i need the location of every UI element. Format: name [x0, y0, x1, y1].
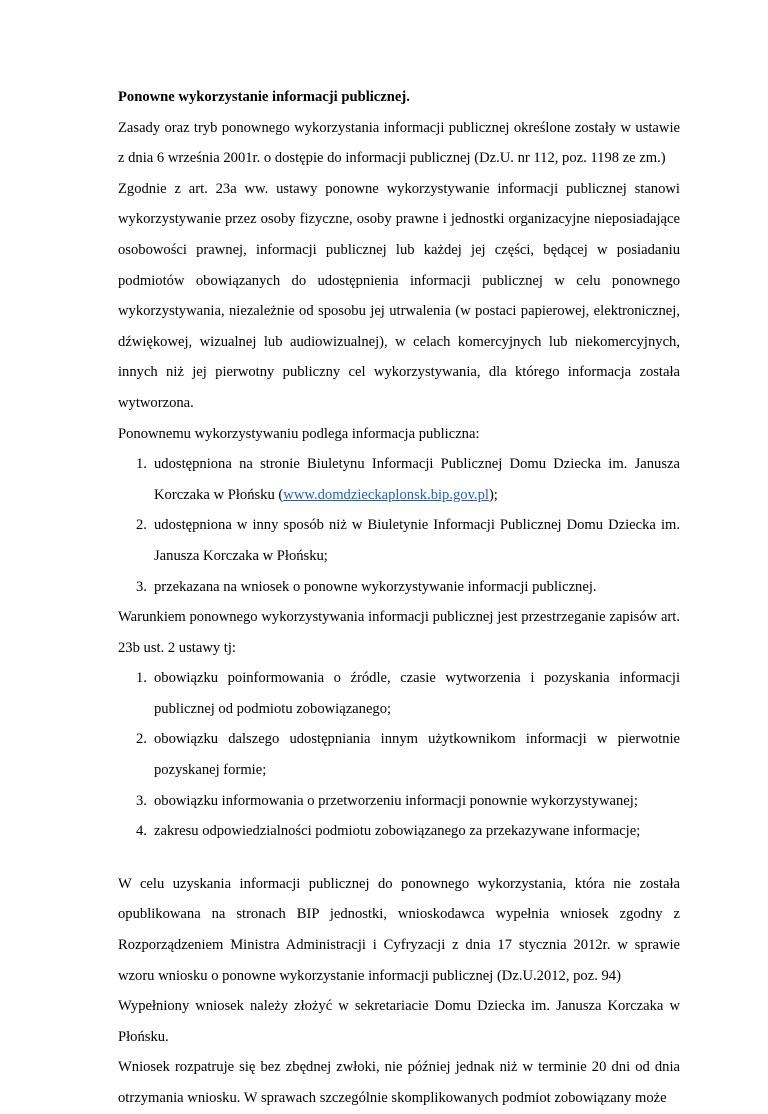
list-item: [118, 816, 680, 847]
list-item-number: 3.: [136, 792, 147, 809]
list1: [118, 449, 680, 602]
list-item: [118, 724, 680, 785]
list2: [118, 663, 680, 847]
list1-heading: Ponownemu wykorzystywaniu podlega informacja publiczna:: [118, 425, 480, 442]
list-item-number: 2.: [136, 731, 147, 748]
submit-paragraph: Wypełniony wniosek należy złożyć w sekretariacie Domu Dziecka im. Janusza Korczaka w Płońsku.: [118, 998, 680, 1045]
list-item-text: obowiązku informowania o przetworzeniu informacji ponownie wykorzystywanej;: [154, 792, 638, 809]
list-item-text: udostępniona na stronie Biuletynu Informacji Publicznej Domu Dziecka im. Janusza Korczaka w Płońsku (: [154, 456, 680, 503]
list-item-number: 4.: [136, 823, 147, 840]
list-item: [118, 663, 680, 724]
paragraph-gap: [118, 847, 680, 869]
list-item-number: 1.: [136, 456, 147, 473]
deadline-paragraph: Wniosek rozpatruje się bez zbędnej zwłoki, nie później jednak niż w terminie 20 dni od dnia otrzymania wniosku. W sprawach szczególnie skomplikowanych podmiot zobowiązany może: [118, 1059, 680, 1106]
list-item-text: przekazana na wniosek o ponowne wykorzystywanie informacji publicznej.: [154, 578, 597, 595]
list-item-number: 1.: [136, 670, 147, 687]
list-item: [118, 786, 680, 817]
request-paragraph: W celu uzyskania informacji publicznej do ponownego wykorzystania, która nie została opublikowana na stronach BIP jednostki, wnioskodawca wypełnia wniosek zgodny z Rozporządzeniem Ministra Administracji i Cyfryzacji z dnia 17 stycznia 2012r. w sprawie wzoru wniosku o ponowne wykorzystanie informacji publicznej (Dz.U.2012, poz. 94): [118, 875, 680, 984]
list-item-text-end: );: [488, 486, 498, 503]
definition-paragraph: Zgodnie z art. 23a ww. ustawy ponowne wykorzystywanie informacji publicznej stanowi wykorzystywanie przez osoby fizyczne, osoby prawne i jednostki organizacyjne nieposiadające osobowości prawnej, informacji publicznej lub każdej jej części, będącej w posiadaniu podmiotów obowiązanych do udostępnienia informacji publicznej w celu ponownego wykorzystywania, niezależnie od sposobu jej utrwalenia (w postaci papierowej, elektronicznej, dźwiękowej, wizualnej lub audiowizualnej), w celach komercyjnych lub niekomercyjnych, innych niż jej pierwotny publiczny cel wykorzystywania, dla którego informacja została wytworzona.: [118, 180, 680, 411]
bip-link[interactable]: www.domdzieckaplonsk.bip.gov.pl: [283, 486, 489, 503]
list-item-number: 3.: [136, 578, 147, 595]
list-item: [118, 572, 680, 603]
list-item-text: obowiązku dalszego udostępniania innym użytkownikom informacji w pierwotnie pozyskanej formie;: [154, 731, 680, 779]
list-item-text: zakresu odpowiedzialności podmiotu zobowiązanego za przekazywane informacje;: [154, 823, 641, 840]
intro-paragraph: Zasady oraz tryb ponownego wykorzystania informacji publicznej określone zostały w ustawie z dnia 6 września 2001r. o dostępie do informacji publicznej (Dz.U. nr 112, poz. 1198 ze zm.): [118, 119, 680, 167]
list2-heading: Warunkiem ponownego wykorzystywania informacji publicznej jest przestrzeganie zapisów art. 23b ust. 2 ustawy tj:: [118, 609, 680, 656]
document-title: Ponowne wykorzystanie informacji publicznej.: [118, 89, 410, 105]
list-item: [118, 510, 680, 571]
list-item-text: udostępniona w inny sposób niż w Biuletynie Informacji Publicznej Domu Dziecka im. Janusza Korczaka w Płońsku;: [154, 517, 680, 564]
list-item-number: 2.: [136, 517, 147, 534]
list-item: [118, 449, 680, 510]
list-item-text: obowiązku poinformowania o źródle, czasie wytworzenia i pozyskania informacji publicznej od podmiotu zobowiązanego;: [154, 670, 680, 717]
